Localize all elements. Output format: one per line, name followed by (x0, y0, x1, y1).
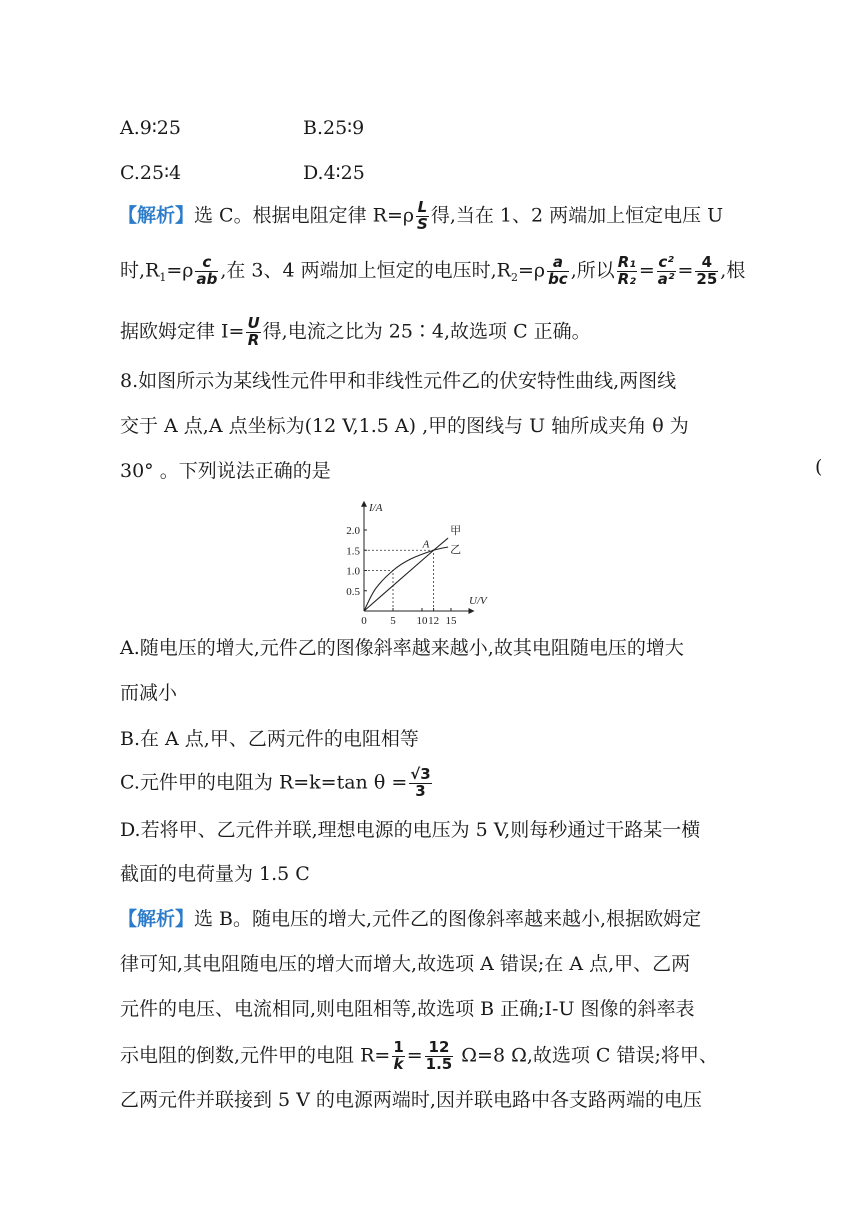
denominator: 1.5 (425, 1054, 453, 1073)
analysis-tag: 【解析】 (118, 908, 195, 930)
y-tick-label-0.5: 0.5 (346, 585, 360, 598)
denominator: S (417, 214, 428, 233)
fraction-4-over-25 (695, 255, 718, 288)
text: = (677, 259, 694, 282)
q7-option-row-2 (120, 162, 365, 184)
y-tick-label-1.0: 1.0 (346, 565, 360, 578)
q7-analysis-line-3 (120, 316, 591, 349)
denominator: bc (548, 269, 568, 288)
q8-stem-line-3: 30° 。下列说法正确的是 (120, 460, 331, 482)
subscript: 1 (159, 271, 167, 285)
q8-option-d-line-2: 截面的电荷量为 1.5 C (120, 863, 310, 885)
fraction-1-over-k (392, 1040, 404, 1073)
q8-analysis-line-4 (120, 1040, 718, 1073)
denominator: ab (196, 269, 218, 288)
q7-option-d: D.4∶25 (303, 162, 365, 184)
denominator: 25 (696, 269, 718, 288)
text: =ρ (517, 259, 546, 282)
q7-analysis-line-2 (120, 255, 745, 288)
fraction-l-over-s (416, 200, 429, 233)
x-tick-label-5: 5 (390, 615, 396, 627)
q8-stem-line-2: 交于 A 点,A 点坐标为(12 V,1.5 A) ,甲的图线与 U 轴所成夹角 θ 为 (120, 415, 689, 437)
series-label-0: 甲 (450, 525, 462, 538)
text: = (638, 259, 655, 282)
q8-analysis-line-1 (118, 904, 701, 931)
q8-option-c (120, 767, 434, 800)
fraction-root3-over-3 (409, 767, 431, 800)
text: 得,电流之比为 25∶4,故选项 C 正确。 (262, 320, 591, 343)
text: Ω=8 Ω,故选项 C 错误;将甲、 (455, 1044, 718, 1067)
x-tick-label-15: 15 (445, 615, 457, 627)
text: 得,当在 1、2 两端加上恒定电压 U (430, 204, 724, 227)
numerator: R₁ (617, 253, 636, 271)
q8-stem-line-1: 8.如图所示为某线性元件甲和非线性元件乙的伏安特性曲线,两图线 (120, 370, 677, 392)
text: 时,R (120, 259, 160, 282)
text: ,在 3、4 两端加上恒定的电压时,R (220, 259, 511, 282)
q8-analysis-line-3: 元件的电压、电流相同,则电阻相等,故选项 B 正确;I-U 图像的斜率表 (120, 998, 695, 1020)
fraction-a-over-bc (547, 255, 569, 288)
numerator: √3 (410, 765, 431, 783)
numerator: 4 (695, 255, 718, 272)
numerator: 12 (425, 1040, 454, 1057)
fraction-c2-over-a2 (657, 255, 676, 288)
denominator: 3 (415, 781, 426, 800)
text: C.元件甲的电阻为 R=k=tan θ = (120, 771, 408, 794)
iu-characteristic-chart (340, 482, 540, 627)
q8-analysis-line-2: 律可知,其电阻随电压的增大而增大,故选项 A 错误;在 A 点,甲、乙两 (120, 953, 691, 975)
x-axis-label: U/V (469, 595, 487, 607)
y-axis-label: I/A (369, 501, 383, 514)
analysis-tag: 【解析】 (118, 204, 195, 227)
numerator: 1 (393, 1038, 404, 1056)
q8-option-b: B.在 A 点,甲、乙两元件的电阻相等 (120, 728, 419, 750)
fraction-u-over-r (246, 316, 260, 349)
text: 示电阻的倒数,元件甲的电阻 R= (120, 1044, 391, 1067)
series-label-1: 乙 (450, 544, 462, 557)
y-tick-label-1.5: 1.5 (346, 545, 360, 558)
text: 选 C。根据电阻定律 R=ρ (194, 204, 415, 227)
numerator: U (247, 314, 260, 332)
text: 选 B。随电压的增大,元件乙的图像斜率越来越小,根据欧姆定 (194, 908, 702, 930)
x-tick-label-10: 10 (416, 615, 428, 627)
numerator: a (547, 255, 569, 272)
answer-paren: ( (815, 456, 823, 478)
numerator: c² (658, 253, 674, 271)
q8-option-d-line-1: D.若将甲、乙元件并联,理想电源的电压为 5 V,则每秒通过干路某一横 (120, 819, 701, 841)
text: 据欧姆定律 I= (120, 320, 245, 343)
q7-analysis-line-1 (118, 200, 723, 233)
q7-option-b: B.25∶9 (303, 117, 365, 139)
text: ,所以 (570, 259, 615, 282)
text: =ρ (166, 259, 194, 282)
q7-option-a: A.9∶25 (120, 117, 181, 139)
fraction-c-over-ab (195, 255, 218, 288)
fraction-12-over-1.5 (425, 1040, 454, 1073)
x-tick-label-12: 12 (428, 615, 440, 627)
fraction-r1-over-r2 (617, 255, 637, 288)
q7-option-c: C.25∶4 (120, 162, 182, 184)
denominator: k (393, 1054, 404, 1073)
subscript: 2 (510, 271, 518, 285)
denominator: a² (657, 269, 675, 288)
series-line-0 (364, 538, 448, 611)
q8-option-a-line-1: A.随电压的增大,元件乙的图像斜率越来越小,故其电阻随电压的增大 (120, 637, 684, 659)
y-tick-label-2.0: 2.0 (346, 525, 360, 537)
q7-option-row-1 (120, 117, 365, 139)
point-a-label: A (422, 538, 430, 551)
denominator: R₂ (617, 269, 636, 288)
series-line-1 (364, 547, 448, 611)
x-tick-label-0: 0 (361, 615, 367, 627)
denominator: R (247, 330, 260, 349)
text: ,根 (720, 259, 746, 282)
q8-analysis-line-5: 乙两元件并联接到 5 V 的电源两端时,因并联电路中各支路两端的电压 (120, 1089, 702, 1111)
numerator: c (195, 255, 218, 272)
text: = (406, 1044, 423, 1067)
numerator: L (417, 198, 428, 216)
q8-option-a-line-2: 而减小 (120, 682, 178, 704)
